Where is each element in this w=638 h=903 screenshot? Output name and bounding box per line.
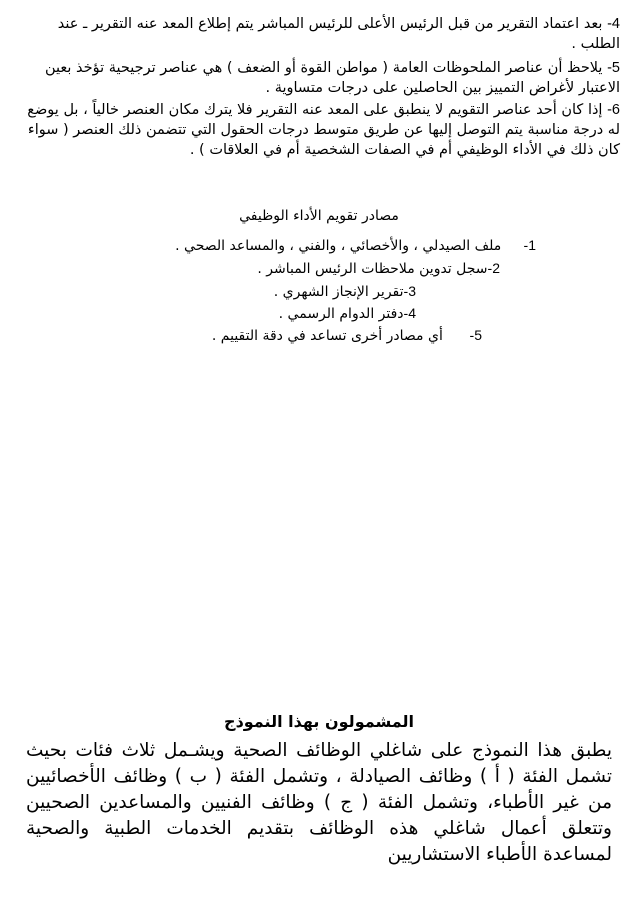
paragraph-text: إذا كان أحد عناصر التقويم لا ينطبق على المعد عنه التقرير فلا يترك مكان العنصر خالياً ، بل يوضع له درجة مناسبة يتم التوصل إليها عن طريق متوسط درجات الحقول التي تتضمن ذلك العنصر ( سواء كان ذلك في الأداء الوظيفي أم في الصفات الشخصية أم في العلاقات ) . <box>27 102 620 158</box>
source-item-2 <box>257 259 500 278</box>
paragraph-text: يلاحظ أن عناصر الملحوظات العامة ( مواطن القوة أو الضعف ) هي عناصر ترجيحية تؤخذ بعين الاعتبار لأغراض التمييز بين الحاصلين على درجات متساوية . <box>44 60 620 96</box>
paragraph-number: 4- <box>607 16 620 32</box>
source-number: 4- <box>403 305 416 321</box>
paragraph-4 <box>18 14 620 54</box>
source-text: أي مصادر أخرى تساعد في دقة التقييم . <box>211 328 443 344</box>
paragraph-number: 5- <box>607 60 620 76</box>
source-text: دفتر الدوام الرسمي . <box>278 306 404 322</box>
covered-paragraph: يطبق هذا النموذج على شاغلي الوظائف الصحية ويشـمل ثلاث فئات بحيث تشمل الفئة ( أ ) وظائف الصيادلة ، وتشمل الفئة ( ب ) وظائف الأخصائيين من غير الأطباء، وتشمل الفئة ( ج ) وظائف الفنيين والمساعدين الصحيين وتتعلق أعمال شاغلي هذه الوظائف بتقديم الخدمات الطبية والصحية لمساعدة الأطباء الاستشاريين <box>26 740 612 865</box>
source-number: 3- <box>403 283 416 299</box>
paragraph-number: 6- <box>607 102 620 118</box>
source-number: 2- <box>487 260 500 276</box>
source-item-5 <box>212 326 482 345</box>
sources-title: مصادر تقويم الأداء الوظيفي <box>239 208 399 224</box>
source-text: سجل تدوين ملاحظات الرئيس المباشر . <box>257 261 488 277</box>
source-text: تقرير الإنجاز الشهري . <box>273 284 404 300</box>
source-item-3 <box>274 282 416 301</box>
covered-title: المشمولون بهذا النموذج <box>224 712 414 731</box>
source-item-1 <box>175 236 536 255</box>
paragraph-5 <box>18 58 620 98</box>
source-item-4 <box>279 304 416 323</box>
paragraph-text: بعد اعتماد التقرير من قبل الرئيس الأعلى للرئيس المباشر يتم إطلاع المعد عنه التقرير ـ عند الطلب . <box>57 16 620 52</box>
paragraph-6 <box>18 100 620 160</box>
source-number: 5- <box>469 327 482 343</box>
source-text: ملف الصيدلي ، والأخصائي ، والفني ، والمساعد الصحي . <box>175 238 502 254</box>
source-number: 1- <box>523 237 536 253</box>
